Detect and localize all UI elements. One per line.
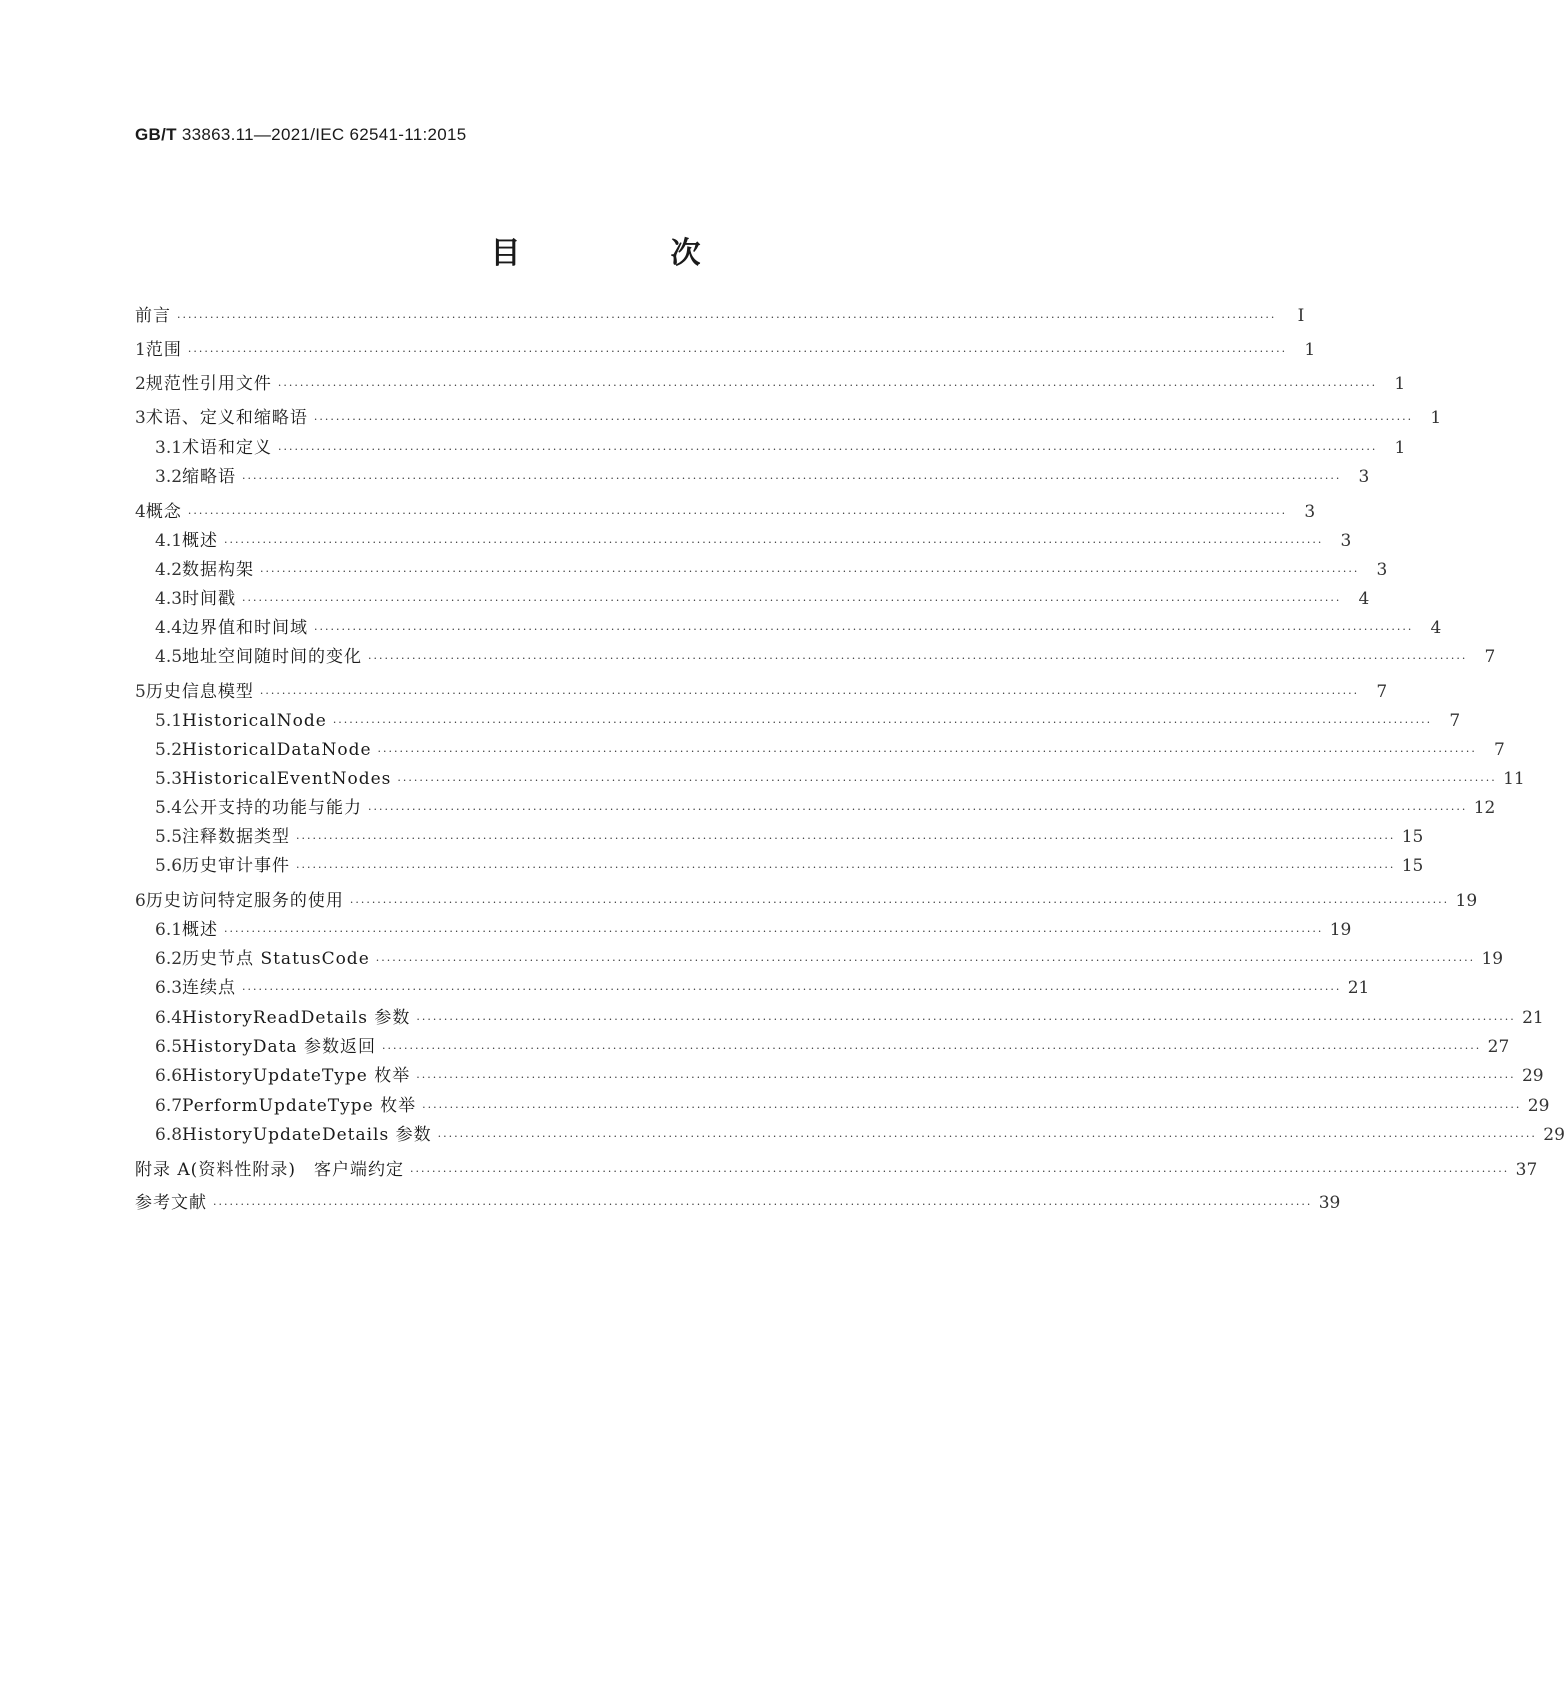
toc-entry[interactable] xyxy=(155,975,1370,1001)
toc-entry-page: 3 xyxy=(1340,531,1352,551)
toc-dot-leader: ········································································································································································································ xyxy=(187,345,1288,358)
toc-entry-page: 29 xyxy=(1527,1096,1550,1116)
toc-entry-number: 6.2 xyxy=(155,949,183,969)
toc-dot-leader: ········································································································································································································ xyxy=(313,413,1414,426)
toc-dot-leader: ········································································································································································································ xyxy=(409,1165,1510,1178)
toc-entry[interactable] xyxy=(135,337,1316,363)
toc-entry-label: HistoryUpdateType 枚举 xyxy=(182,1066,411,1086)
toc-dot-leader: ········································································································································································································ xyxy=(422,1101,1522,1114)
toc-entry-label: 范围 xyxy=(145,340,182,360)
toc-entry[interactable] xyxy=(155,1093,1550,1119)
toc-entry-page: 4 xyxy=(1430,618,1442,638)
toc-entry-page: 29 xyxy=(1521,1066,1544,1086)
toc-dot-leader: ········································································································································································································ xyxy=(224,925,1324,938)
toc-entry[interactable] xyxy=(135,499,1316,525)
toc-dot-leader: ········································································································································································································ xyxy=(332,716,1433,729)
toc-entry-label: 前言 xyxy=(135,306,171,326)
toc-entry[interactable] xyxy=(155,766,1525,792)
toc-dot-leader: ········································································································································································································ xyxy=(278,443,1378,456)
toc-entry[interactable] xyxy=(155,708,1461,734)
toc-entry[interactable] xyxy=(155,1005,1544,1031)
toc-entry-number: 5.6 xyxy=(155,856,183,876)
toc-entry-number: 4.1 xyxy=(155,531,183,551)
toc-entry-page: 3 xyxy=(1358,467,1370,487)
toc-entry[interactable] xyxy=(155,1122,1565,1148)
toc-entry[interactable] xyxy=(135,1190,1341,1216)
toc-dot-leader: ········································································································································································································ xyxy=(377,745,1477,758)
toc-dot-leader: ········································································································································································································ xyxy=(368,652,1468,665)
toc-entry-page: 21 xyxy=(1347,978,1370,998)
toc-entry[interactable] xyxy=(155,917,1352,943)
toc-entry-label: 数据构架 xyxy=(182,560,255,580)
toc-entry-number: 2 xyxy=(135,374,146,394)
toc-entry-label: HistoryReadDetails 参数 xyxy=(182,1008,411,1028)
toc-entry-number: 4.3 xyxy=(155,589,183,609)
page-title: 目 次 xyxy=(490,236,761,271)
toc-entry-label: 公开支持的功能与能力 xyxy=(182,798,363,818)
toc-entry-page: 1 xyxy=(1394,438,1406,458)
toc-entry[interactable] xyxy=(155,853,1424,879)
toc-entry-page: 19 xyxy=(1329,920,1352,940)
toc-entry-label: HistoricalEventNodes xyxy=(182,769,392,789)
toc-entry[interactable] xyxy=(155,435,1406,461)
toc-entry-page: 11 xyxy=(1503,769,1525,789)
toc-entry-page: 27 xyxy=(1487,1037,1510,1057)
toc-entry-label: HistoricalDataNode xyxy=(182,740,372,760)
toc-dot-leader: ········································································································································································································ xyxy=(242,472,1342,485)
toc-entry-number: 5.1 xyxy=(155,711,183,731)
toc-entry-number: 5.4 xyxy=(155,798,183,818)
toc-dot-leader: ········································································································································································································ xyxy=(397,774,1497,787)
toc-dot-leader: ········································································································································································································ xyxy=(224,536,1324,549)
toc-entry-label: 连续点 xyxy=(182,978,237,998)
toc-entry-label: 历史访问特定服务的使用 xyxy=(145,891,344,911)
toc-entry-number: 5.3 xyxy=(155,769,183,789)
toc-entry[interactable] xyxy=(155,586,1370,612)
toc-entry-page: 29 xyxy=(1543,1125,1565,1145)
toc-entry-number: 3.1 xyxy=(155,438,183,458)
toc-entry-number: 5 xyxy=(135,682,146,702)
toc-entry-number: 6.5 xyxy=(155,1037,183,1057)
toc-entry-page: 1 xyxy=(1430,408,1442,428)
toc-entry-page: 3 xyxy=(1304,502,1316,522)
toc-entry-number: 6.6 xyxy=(155,1066,183,1086)
toc-entry[interactable] xyxy=(135,303,1305,329)
toc-entry-number: 6.1 xyxy=(155,920,183,940)
toc-dot-leader: ········································································································································································································ xyxy=(177,311,1277,324)
toc-dot-leader: ········································································································································································································ xyxy=(213,1198,1313,1211)
toc-entry-page: 4 xyxy=(1358,589,1370,609)
toc-entry-page: 19 xyxy=(1481,949,1504,969)
standard-number: 33863.11—2021/IEC 62541-11:2015 xyxy=(181,125,467,144)
toc-entry-number: 4.4 xyxy=(155,618,183,638)
toc-entry-number: 6.8 xyxy=(155,1125,183,1145)
toc-entry-number: 6.4 xyxy=(155,1008,183,1028)
toc-entry-number: 5.2 xyxy=(155,740,183,760)
toc-entry-page: 7 xyxy=(1376,682,1388,702)
toc-entry[interactable] xyxy=(155,528,1352,554)
toc-entry-label: 规范性引用文件 xyxy=(145,374,272,394)
toc-entry-label: 参考文献 xyxy=(135,1193,207,1213)
toc-entry-label: 附录 A(资料性附录) 客户端约定 xyxy=(135,1160,404,1180)
toc-entry-page: 15 xyxy=(1401,827,1424,847)
toc-entry-page: 21 xyxy=(1522,1008,1544,1028)
toc-entry-label: HistoricalNode xyxy=(182,711,327,731)
toc-dot-leader: ········································································································································································································ xyxy=(187,507,1288,520)
toc-dot-leader: ········································································································································································································ xyxy=(260,565,1360,578)
toc-dot-leader: ········································································································································································································ xyxy=(416,1013,1516,1026)
toc-dot-leader: ········································································································································································································ xyxy=(314,623,1414,636)
toc-entry-page: 7 xyxy=(1484,647,1496,667)
toc-entry-page: 3 xyxy=(1376,560,1388,580)
toc-entry[interactable] xyxy=(155,557,1388,583)
toc-entry-page: 1 xyxy=(1394,374,1406,394)
toc-entry[interactable] xyxy=(155,464,1370,490)
toc-entry[interactable] xyxy=(135,371,1406,397)
standard-prefix: GB/T xyxy=(135,125,177,144)
toc-entry-label: 概述 xyxy=(182,920,219,940)
toc-entry-page: 12 xyxy=(1473,798,1496,818)
toc-entry-label: HistoryData 参数返回 xyxy=(182,1037,376,1057)
toc-entry-number: 4 xyxy=(135,502,146,522)
toc-dot-leader: ········································································································································································································ xyxy=(416,1071,1516,1084)
toc-dot-leader: ········································································································································································································ xyxy=(277,379,1378,392)
toc-entry-page: 15 xyxy=(1401,856,1424,876)
toc-entry[interactable] xyxy=(155,1063,1544,1089)
toc-dot-leader: ········································································································································································································ xyxy=(242,983,1342,996)
toc-entry-label: 历史信息模型 xyxy=(145,682,254,702)
toc-entry[interactable] xyxy=(155,615,1442,641)
toc-dot-leader: ········································································································································································································ xyxy=(381,1042,1482,1055)
toc-entry-label: 边界值和时间域 xyxy=(182,618,309,638)
toc-entry-label: 概念 xyxy=(145,502,182,522)
toc-entry[interactable] xyxy=(135,405,1442,431)
toc-entry-label: 注释数据类型 xyxy=(182,827,291,847)
toc-dot-leader: ········································································································································································································ xyxy=(375,954,1476,967)
toc-entry-page: 7 xyxy=(1494,740,1505,760)
toc-entry[interactable] xyxy=(155,1034,1510,1060)
toc-entry-number: 1 xyxy=(135,340,146,360)
toc-entry-page: 7 xyxy=(1449,711,1461,731)
toc-entry-number: 4.5 xyxy=(155,647,183,667)
toc-entry-label: 术语、定义和缩略语 xyxy=(145,408,308,428)
toc-entry[interactable] xyxy=(155,795,1496,821)
toc-entry-page: 37 xyxy=(1515,1160,1538,1180)
toc-entry[interactable] xyxy=(155,737,1505,763)
toc-dot-leader: ········································································································································································································ xyxy=(437,1130,1537,1143)
document-header xyxy=(135,125,467,145)
toc-entry[interactable] xyxy=(135,888,1478,914)
toc-entry-number: 5.5 xyxy=(155,827,183,847)
toc-dot-leader: ········································································································································································································ xyxy=(349,896,1450,909)
toc-dot-leader: ········································································································································································································ xyxy=(242,594,1342,607)
toc-entry[interactable] xyxy=(135,1157,1538,1183)
toc-entry-number: 4.2 xyxy=(155,560,183,580)
toc-entry-page: 1 xyxy=(1304,340,1316,360)
toc-entry-label: 缩略语 xyxy=(182,467,237,487)
toc-entry-label: 时间戳 xyxy=(182,589,237,609)
toc-entry-label: HistoryUpdateDetails 参数 xyxy=(182,1125,432,1145)
toc-entry[interactable] xyxy=(135,679,1388,705)
toc-entry-label: 概述 xyxy=(182,531,219,551)
toc-entry-page: 39 xyxy=(1318,1193,1341,1213)
toc-entry-number: 3 xyxy=(135,408,146,428)
toc-entry-page: 19 xyxy=(1455,891,1478,911)
toc-dot-leader: ········································································································································································································ xyxy=(259,687,1360,700)
toc-entry-label: 术语和定义 xyxy=(182,438,273,458)
toc-dot-leader: ········································································································································································································ xyxy=(296,861,1396,874)
toc-dot-leader: ········································································································································································································ xyxy=(296,832,1396,845)
toc-entry-label: 地址空间随时间的变化 xyxy=(182,647,363,667)
toc-entry-number: 6.3 xyxy=(155,978,183,998)
toc-entry-label: 历史审计事件 xyxy=(182,856,291,876)
toc-entry-number: 3.2 xyxy=(155,467,183,487)
toc-entry-label: 历史节点 StatusCode xyxy=(182,949,370,969)
toc-entry-number: 6.7 xyxy=(155,1096,183,1116)
toc-entry-page: Ⅰ xyxy=(1297,306,1305,326)
toc-dot-leader: ········································································································································································································ xyxy=(368,803,1468,816)
toc-entry-number: 6 xyxy=(135,891,146,911)
toc-entry[interactable] xyxy=(155,946,1504,972)
toc-entry[interactable] xyxy=(155,644,1496,670)
toc-entry-label: PerformUpdateType 枚举 xyxy=(182,1096,417,1116)
toc-entry[interactable] xyxy=(155,824,1424,850)
